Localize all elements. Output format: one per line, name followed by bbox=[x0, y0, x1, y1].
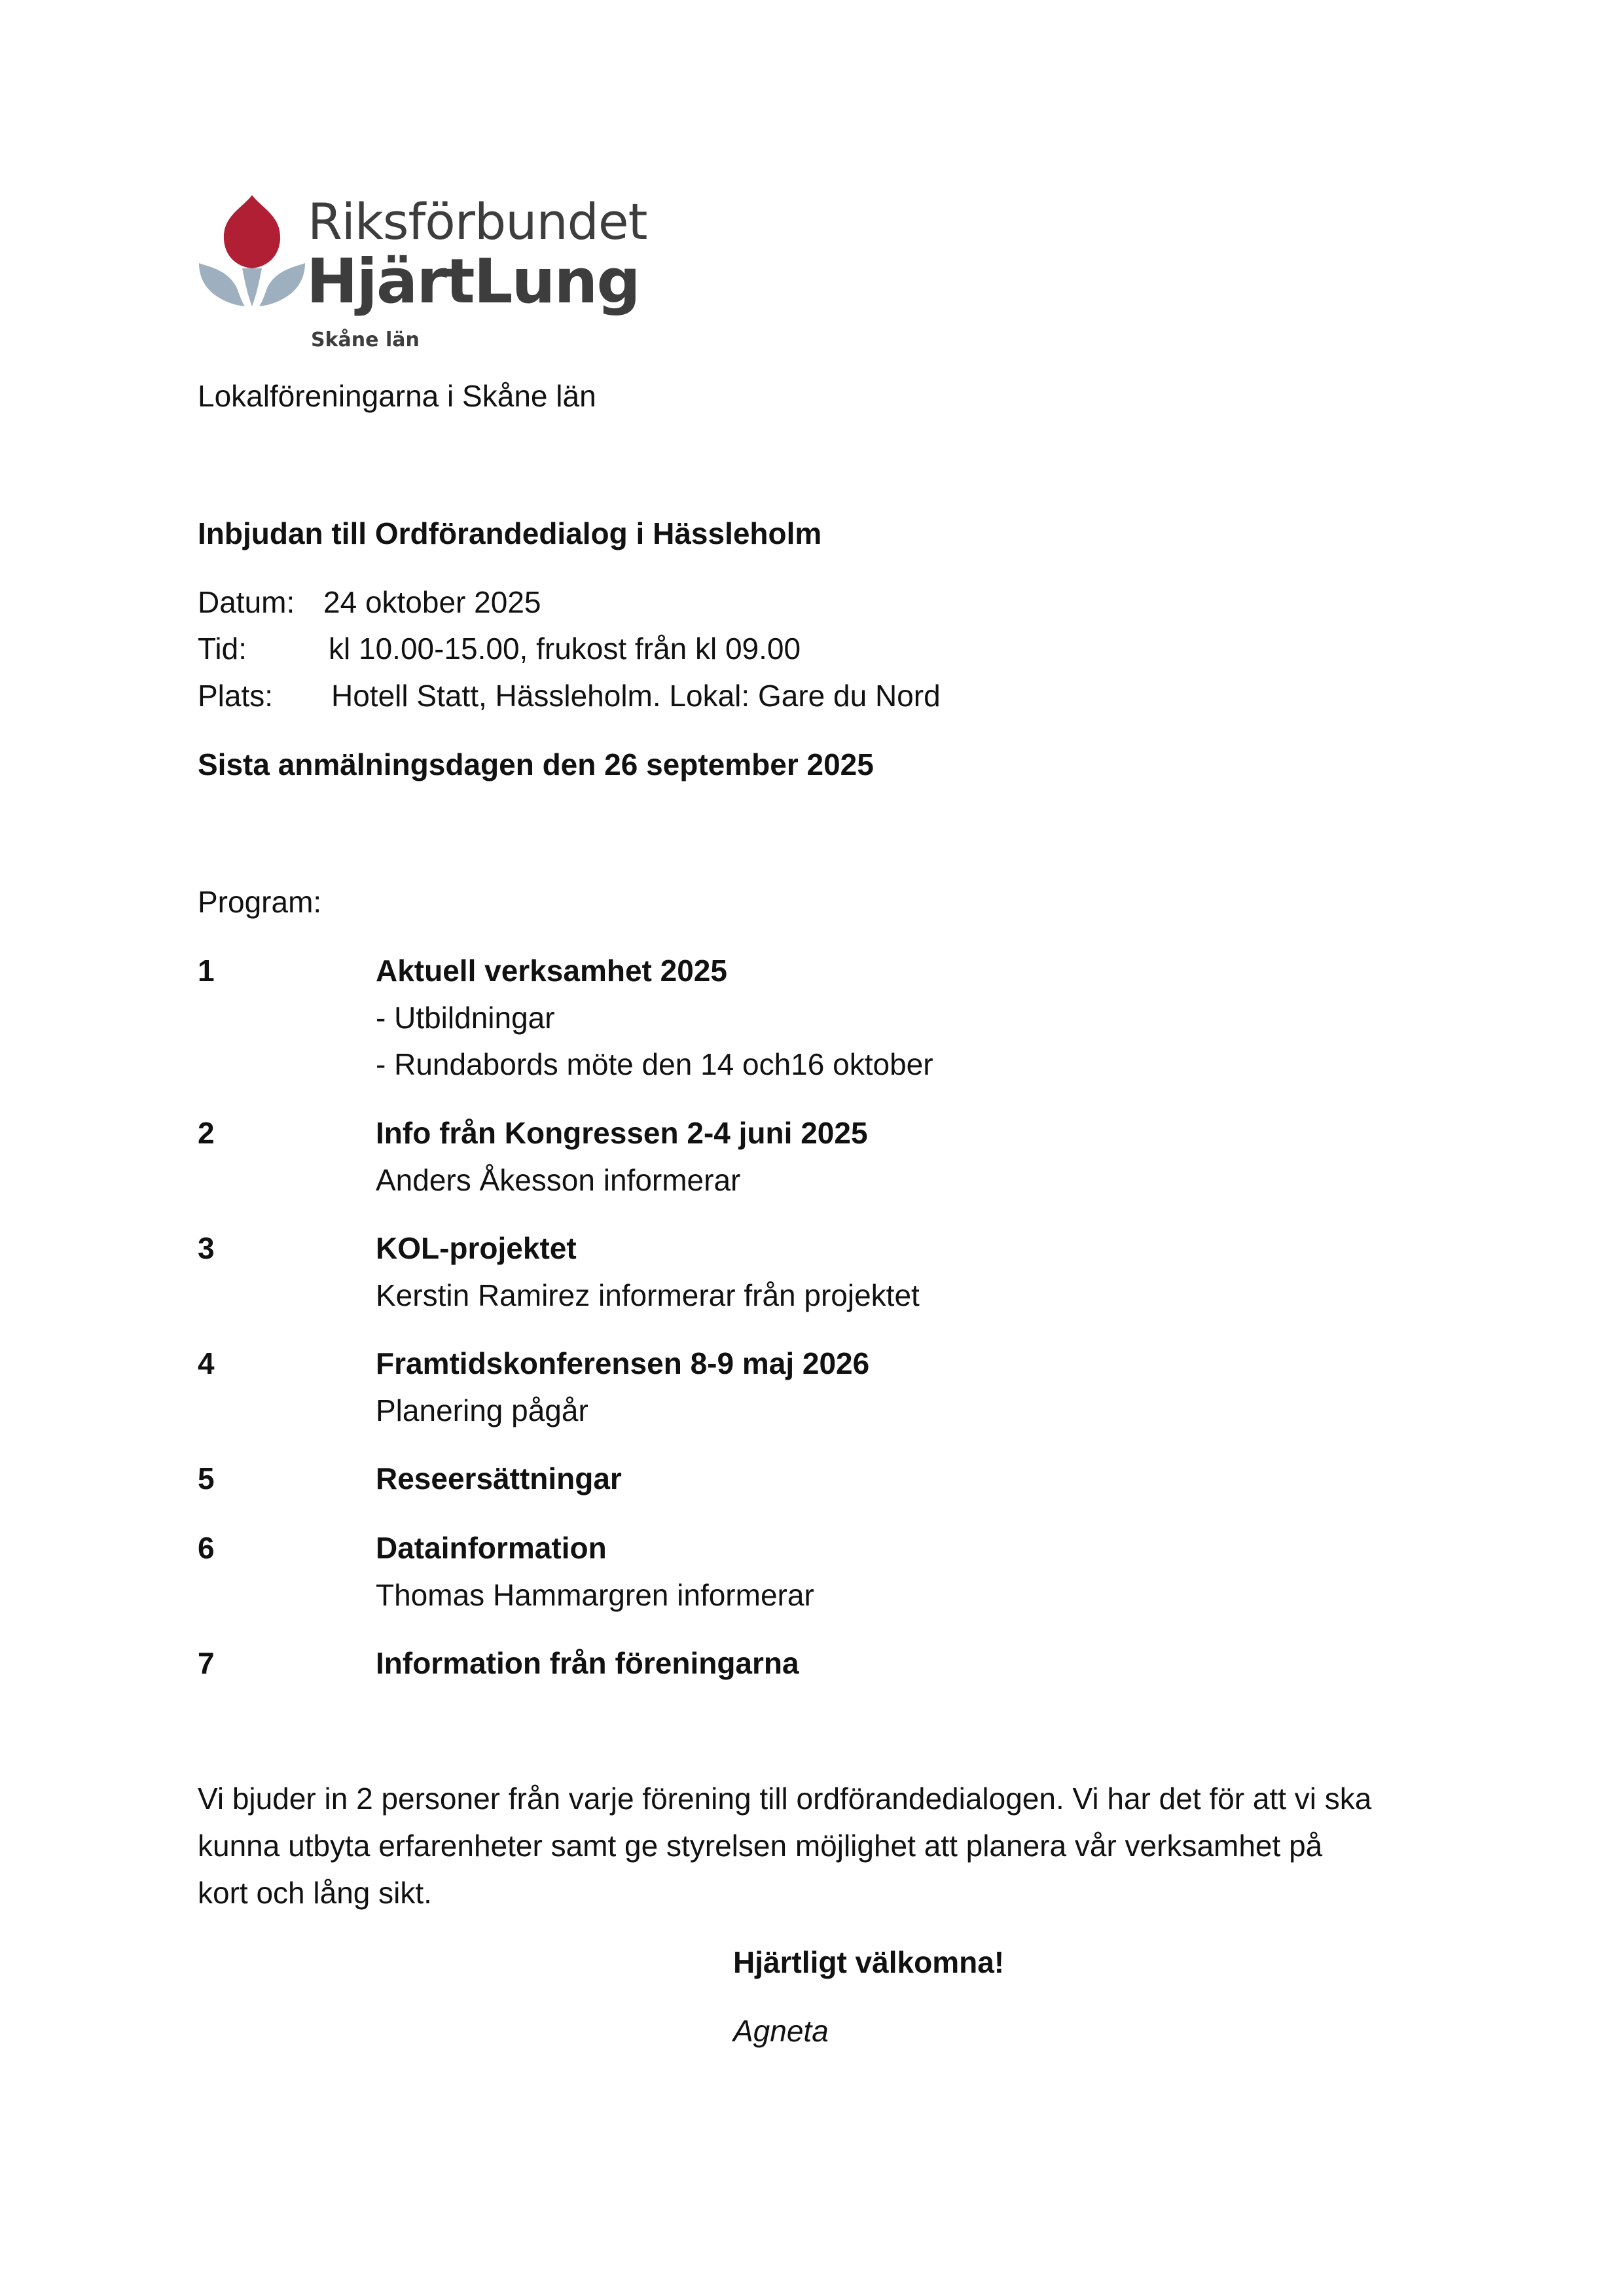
program-item-2-title: Info från Kongressen 2-4 juni 2025 bbox=[376, 1116, 868, 1150]
program-item-4-number: 4 bbox=[198, 1346, 215, 1380]
program-item-2-sub-1: Anders Åkesson informerar bbox=[376, 1163, 741, 1197]
program-item-6-sub-1: Thomas Hammargren informerar bbox=[376, 1578, 814, 1612]
program-item-1-title: Aktuell verksamhet 2025 bbox=[376, 954, 727, 988]
program-item-6-title: Datainformation bbox=[376, 1531, 607, 1565]
organization-logo bbox=[196, 190, 647, 360]
place-value: Hotell Statt, Hässleholm. Lokal: Gare du Nord bbox=[331, 679, 941, 713]
program-item-6-number: 6 bbox=[198, 1531, 215, 1565]
date-value: 24 oktober 2025 bbox=[323, 585, 541, 619]
logo-text-riksforbundet: Riksförbundet bbox=[308, 192, 647, 251]
place-label: Plats: bbox=[198, 679, 274, 713]
program-item-2-number: 2 bbox=[198, 1116, 215, 1150]
paragraph-line: kunna utbyta erfarenheter samt ge styrelsen möjlighet att planera vår verksamhet på bbox=[198, 1829, 1323, 1863]
program-item-7-title: Information från föreningarna bbox=[376, 1646, 799, 1680]
program-item-4-sub-1: Planering pågår bbox=[376, 1393, 588, 1427]
program-item-3-sub-1: Kerstin Ramirez informerar från projektet bbox=[376, 1278, 920, 1312]
logo-text-hjartlung: HjärtLung bbox=[306, 246, 640, 317]
time-label: Tid: bbox=[198, 632, 247, 666]
program-item-5-number: 5 bbox=[198, 1462, 215, 1496]
program-item-3-title: KOL-projektet bbox=[376, 1231, 577, 1265]
invitation-paragraph bbox=[198, 1775, 1481, 1916]
paragraph-line: Vi bjuder in 2 personer från varje förening till ordförandedialogen. Vi har det för att vi ska bbox=[198, 1782, 1372, 1816]
program-item-4-title: Framtidskonferensen 8-9 maj 2026 bbox=[376, 1346, 870, 1380]
program-item-5-title: Reseersättningar bbox=[376, 1462, 622, 1496]
program-item-1-sub-2: - Rundabords möte den 14 och16 oktober bbox=[376, 1047, 933, 1081]
program-item-1-number: 1 bbox=[198, 954, 215, 988]
heart-lung-flower-icon bbox=[196, 190, 308, 308]
document-title: Inbjudan till Ordförandedialog i Hässleholm bbox=[198, 516, 822, 550]
program-item-3-number: 3 bbox=[198, 1231, 215, 1265]
program-item-7-number: 7 bbox=[198, 1646, 215, 1680]
program-item-1-sub-1: - Utbildningar bbox=[376, 1001, 555, 1035]
signature: Agneta bbox=[733, 2014, 829, 2048]
program-label: Program: bbox=[198, 885, 322, 919]
paragraph-line: kort och lång sikt. bbox=[198, 1876, 432, 1910]
welcome-text: Hjärtligt välkomna! bbox=[733, 1945, 1005, 1979]
registration-deadline: Sista anmälningsdagen den 26 september 2025 bbox=[198, 747, 874, 781]
recipient: Lokalföreningarna i Skåne län bbox=[198, 379, 596, 413]
time-value: kl 10.00-15.00, frukost från kl 09.00 bbox=[329, 632, 801, 666]
date-label: Datum: bbox=[198, 585, 295, 619]
logo-text-region: Skåne län bbox=[311, 329, 420, 351]
